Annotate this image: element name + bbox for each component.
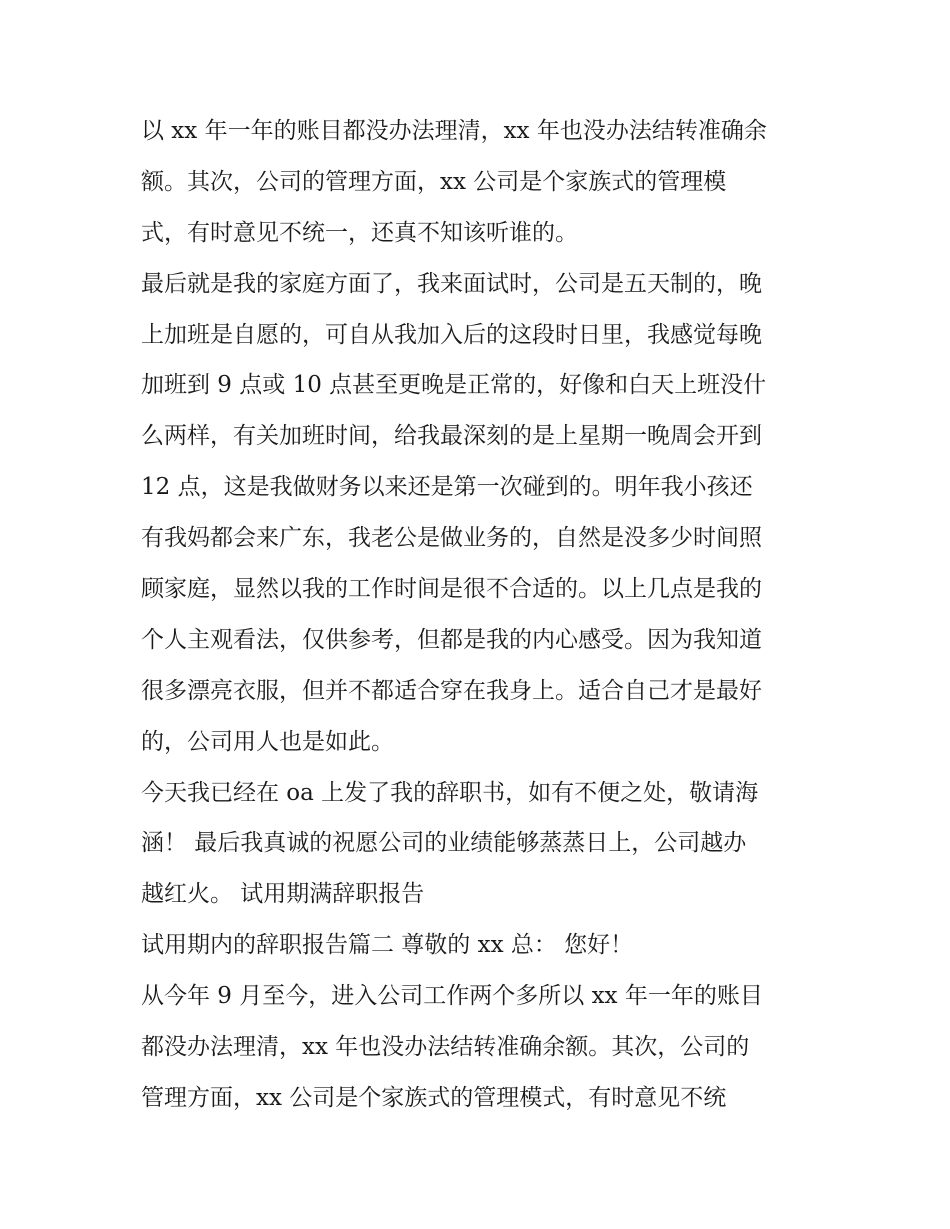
text-line: 涵！ 最后我真诚的祝愿公司的业绩能够蒸蒸日上，公司越办	[141, 830, 747, 857]
text-line: 12 点，这是我做财务以来还是第一次碰到的。明年我小孩还	[141, 474, 753, 501]
text-line: 额。其次，公司的管理方面，xx 公司是个家族式的管理模	[141, 168, 727, 195]
text-line: 有我妈都会来广东，我老公是做业务的，自然是没多少时间照	[141, 525, 762, 552]
text-line: 都没办法理清，xx 年也没办法结转准确余额。其次，公司的	[141, 1034, 750, 1061]
text-line: 从今年 9 月至今，进入公司工作两个多所以 xx 年一年的账目	[141, 983, 763, 1010]
text-line: 以 xx 年一年的账目都没办法理清，xx 年也没办法结转准确余	[141, 118, 767, 144]
text-line: 管理方面，xx 公司是个家族式的管理模式，有时意见不统	[141, 1084, 727, 1111]
text-line: 个人主观看法，仅供参考，但都是我的内心感受。因为我知道	[141, 626, 762, 653]
text-line: 很多漂亮衣服，但并不都适合穿在我身上。适合自己才是最好	[141, 677, 762, 704]
text-line: 式，有时意见不统一，还真不知该听谁的。	[141, 219, 578, 246]
text-line: 上加班是自愿的，可自从我加入后的这段时日里，我感觉每晚	[141, 321, 762, 348]
text-line: 今天我已经在 oa 上发了我的辞职书，如有不便之处，敬请海	[141, 779, 759, 806]
document-body	[141, 106, 821, 1124]
text-line: 试用期内的辞职报告篇二 尊敬的 xx 总： 您好！	[141, 932, 634, 959]
text-line: 最后就是我的家庭方面了，我来面试时，公司是五天制的，晚	[141, 270, 762, 297]
text-line: 越红火。 试用期满辞职报告	[141, 881, 425, 908]
text-line: 的，公司用人也是如此。	[141, 728, 394, 755]
text-line: 顾家庭，显然以我的工作时间是很不合适的。以上几点是我的	[141, 576, 762, 603]
text-line: 加班到 9 点或 10 点甚至更晚是正常的，好像和白天上班没什	[141, 372, 767, 399]
text-line: 么两样，有关加班时间，给我最深刻的是上星期一晚周会开到	[141, 423, 762, 450]
